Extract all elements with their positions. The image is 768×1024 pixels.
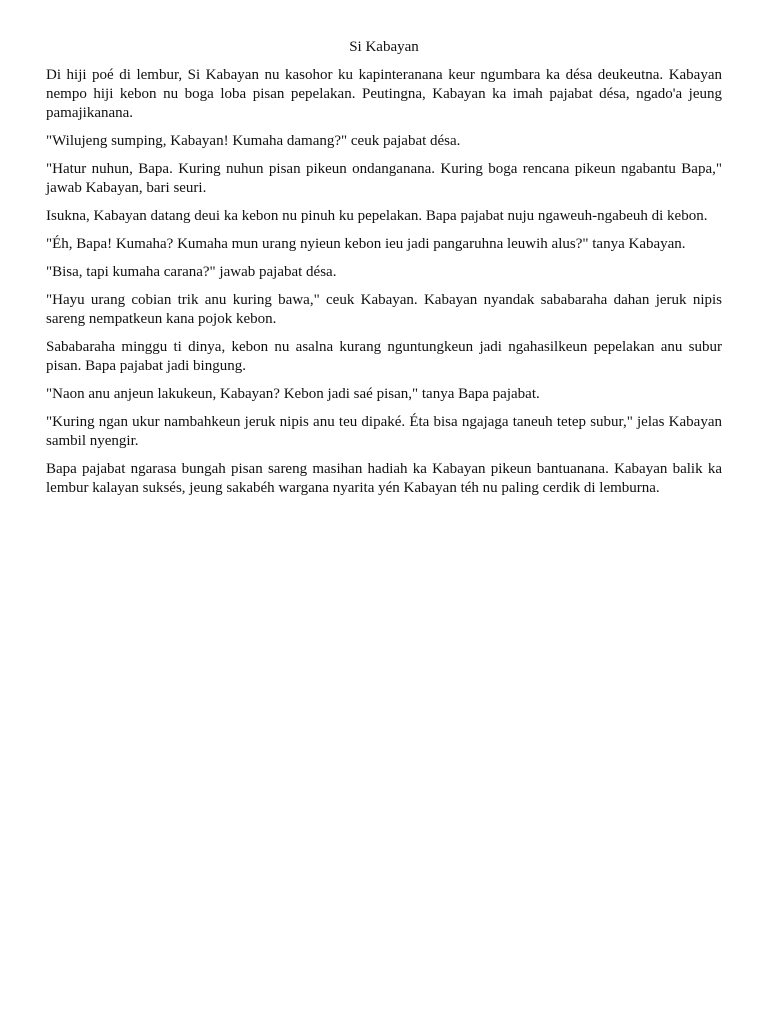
document-page [46, 38, 722, 507]
paragraph-6: "Bisa, tapi kumaha carana?" jawab pajabat désa. [46, 264, 337, 280]
paragraph-9: "Naon anu anjeun lakukeun, Kabayan? Kebon jadi saé pisan," tanya Bapa pajabat. [46, 386, 540, 402]
paragraph-10: "Kuring ngan ukur nambahkeun jeruk nipis anu teu dipaké. Éta bisa ngajaga taneuh tetep subur," jelas Kabayan sambil nyengir. [46, 414, 722, 449]
paragraph-11: Bapa pajabat ngarasa bungah pisan sareng masihan hadiah ka Kabayan pikeun bantuanana. Kabayan balik ka lembur kalayan suksés, jeung sakabéh wargana nyarita yén Kabayan téh nu paling cerdik di lemburna. [46, 461, 722, 496]
paragraph-7: "Hayu urang cobian trik anu kuring bawa," ceuk Kabayan. Kabayan nyandak sababaraha dahan jeruk nipis sareng nempatkeun kana pojok kebon. [46, 292, 722, 327]
paragraph-2: "Wilujeng sumping, Kabayan! Kumaha damang?" ceuk pajabat désa. [46, 133, 461, 149]
paragraph-8: Sababaraha minggu ti dinya, kebon nu asalna kurang nguntungkeun jadi ngahasilkeun pepelakan anu subur pisan. Bapa pajabat jadi bingung. [46, 339, 722, 374]
document-title: Si Kabayan [349, 39, 419, 55]
paragraph-5: "Éh, Bapa! Kumaha? Kumaha mun urang nyieun kebon ieu jadi pangaruhna leuwih alus?" tanya Kabayan. [46, 236, 686, 252]
paragraph-1: Di hiji poé di lembur, Si Kabayan nu kasohor ku kapinteranana keur ngumbara ka désa deukeutna. Kabayan nempo hiji kebon nu boga loba pisan pepelakan. Peutingna, Kabayan ka imah pajabat désa, ngado'a jeung pamajikanana. [46, 67, 722, 121]
paragraph-4: Isukna, Kabayan datang deui ka kebon nu pinuh ku pepelakan. Bapa pajabat nuju ngaweuh-ngabeuh di kebon. [46, 208, 708, 224]
paragraph-3: "Hatur nuhun, Bapa. Kuring nuhun pisan pikeun ondanganana. Kuring boga rencana pikeun ngabantu Bapa," jawab Kabayan, bari seuri. [46, 161, 722, 196]
